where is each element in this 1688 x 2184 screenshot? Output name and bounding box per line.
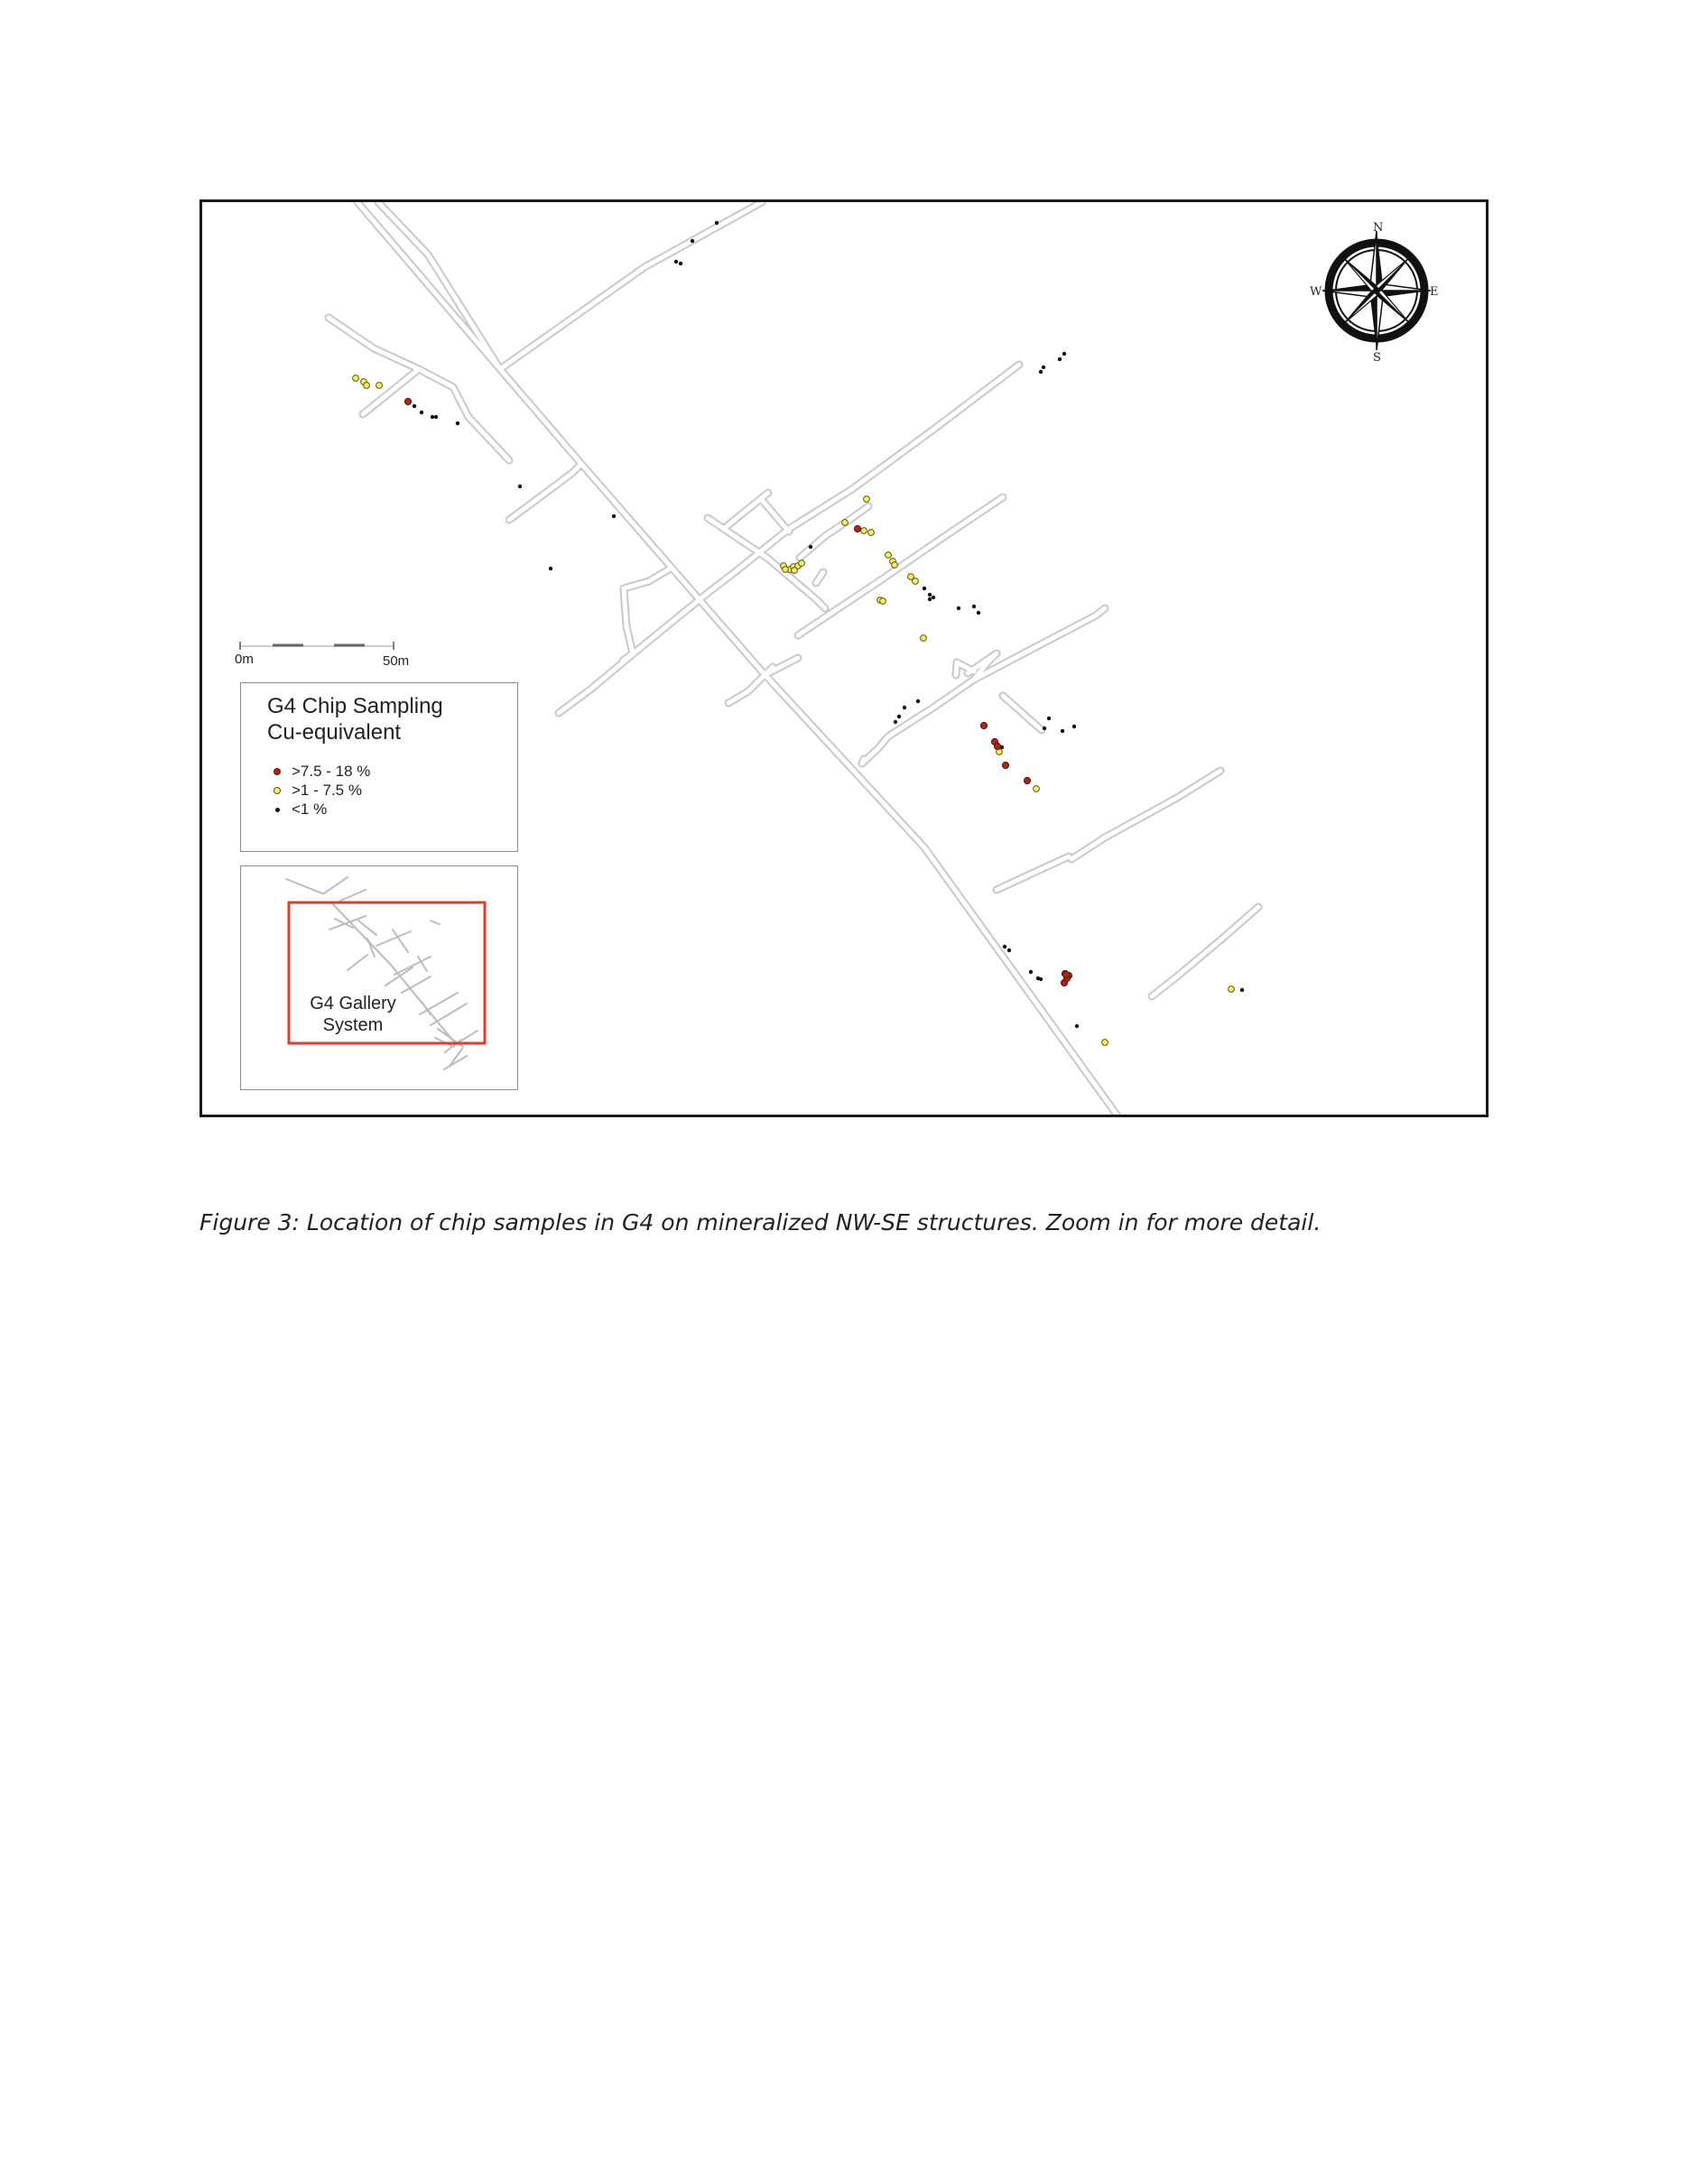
compass-rose [1310, 221, 1439, 365]
sample-point-low [928, 593, 932, 597]
sample-point-low [413, 404, 416, 408]
sample-point-mid [868, 530, 875, 536]
sample-point-low [1042, 366, 1045, 369]
compass-west-label: W [1310, 285, 1322, 299]
sample-point-low [518, 485, 522, 488]
legend-item-high [274, 763, 370, 781]
sample-point-low [431, 415, 434, 419]
sample-point-mid [861, 528, 867, 534]
gallery-tunnel-fill [329, 318, 419, 369]
legend-title-line2: Cu-equivalent [267, 720, 402, 745]
figure-caption: Figure 3: Location of chip samples in G4 on mineralized NW-SE structures. Zoom in for more detail. [199, 1209, 1322, 1235]
sample-point-low [1061, 729, 1064, 733]
inset-label [304, 993, 402, 1036]
legend-mid-grade-label: >1 - 7.5 % [292, 782, 362, 799]
sample-point-low [1058, 357, 1062, 361]
legend-high-grade-symbol [274, 768, 281, 775]
compass-east-label: E [1430, 285, 1439, 299]
sample-point-low [916, 699, 920, 703]
sample-point-mid [886, 552, 892, 559]
sample-point-low [1007, 949, 1011, 952]
legend-title-line1: G4 Chip Sampling [267, 694, 443, 718]
inset-label-line1: G4 Gallery [310, 994, 396, 1013]
sample-point-mid [364, 383, 370, 389]
sample-point-mid [864, 496, 870, 503]
legend-high-grade-label: >7.5 - 18 % [292, 763, 371, 780]
legend-title [267, 693, 443, 745]
sample-point-low [1072, 725, 1076, 728]
legend-box [240, 682, 518, 852]
sample-point-high [1062, 971, 1069, 977]
sample-point-mid [913, 578, 919, 585]
gallery-tunnel-fill [974, 608, 1105, 680]
sample-point-low [1062, 352, 1066, 356]
sample-point-mid [792, 568, 798, 574]
sample-point-low [549, 567, 552, 570]
sample-point-mid [799, 560, 805, 567]
sample-point-mid [892, 562, 898, 569]
sample-point-low [434, 415, 438, 419]
gallery-tunnel-fill [363, 369, 419, 414]
legend-item-low [274, 800, 327, 819]
sample-point-low [1039, 370, 1043, 374]
sample-point-low [420, 411, 423, 414]
sample-point-low [1003, 945, 1006, 949]
sample-point-low [679, 262, 682, 265]
sample-point-low [691, 239, 694, 243]
inset-map-box [240, 865, 518, 1090]
sample-point-low [957, 606, 960, 610]
sample-point-mid [1034, 786, 1040, 792]
gallery-tunnel-fill [816, 572, 823, 583]
scale-start-label: 0m [235, 652, 254, 667]
inset-map [241, 866, 516, 1088]
sample-point-high [404, 398, 411, 404]
sample-point-mid [376, 383, 383, 389]
gallery-tunnel-fill [708, 365, 1019, 593]
sample-point-low [1075, 1024, 1079, 1028]
inset-label-line2: System [322, 1015, 384, 1035]
gallery-tunnel-fill [509, 464, 581, 520]
inset-tunnel-network [286, 877, 478, 1069]
gallery-tunnel-fill [997, 856, 1069, 890]
sample-point-high [1024, 777, 1030, 783]
sample-point-low [932, 596, 935, 599]
sample-point-low [674, 260, 678, 264]
scale-bar [235, 642, 409, 669]
sample-point-low [1047, 717, 1051, 720]
sample-point-high [994, 743, 1000, 749]
sample-point-low [809, 545, 812, 549]
sample-point-low [903, 706, 906, 709]
legend-low-grade-label: <1 % [292, 800, 328, 818]
sample-point-low [972, 605, 976, 608]
sample-point-low [1043, 726, 1046, 730]
legend-mid-grade-symbol [274, 787, 281, 794]
sample-point-low [977, 611, 980, 615]
sample-point-high [854, 525, 860, 532]
sample-point-low [1039, 977, 1043, 981]
compass-north-label: N [1373, 221, 1384, 235]
sample-point-mid [880, 598, 886, 605]
sample-point-low [612, 514, 616, 518]
sample-point-low [897, 715, 901, 718]
sample-point-low [1029, 970, 1033, 974]
gallery-tunnel-fill [762, 500, 789, 532]
sample-point-mid [1229, 986, 1235, 993]
map-frame [199, 199, 1489, 1117]
gallery-tunnel-fill [559, 593, 708, 713]
sample-point-low [715, 221, 719, 225]
sample-point-mid [921, 635, 927, 642]
scale-end-label: 50m [383, 653, 410, 669]
sample-point-high [980, 722, 987, 728]
sample-point-mid [783, 567, 789, 573]
sample-point-mid [842, 520, 849, 526]
sample-point-mid [353, 375, 359, 382]
gallery-tunnel-fill [1152, 907, 1258, 996]
gallery-tunnel-fill [798, 497, 1003, 635]
sample-point-high [1002, 762, 1008, 768]
sample-point-low [894, 720, 897, 724]
legend-low-grade-symbol [275, 808, 280, 812]
sample-point-low [928, 597, 932, 601]
sample-point-low [456, 421, 459, 425]
sample-point-low [923, 587, 926, 590]
legend-item-mid [274, 782, 362, 800]
sample-point-mid [1102, 1040, 1108, 1046]
gallery-tunnel-fill [708, 518, 825, 608]
gallery-tunnel-fill [1071, 771, 1220, 859]
sample-point-low [1240, 988, 1244, 992]
compass-south-label: S [1373, 351, 1381, 365]
gallery-tunnel-fill [1003, 696, 1042, 730]
